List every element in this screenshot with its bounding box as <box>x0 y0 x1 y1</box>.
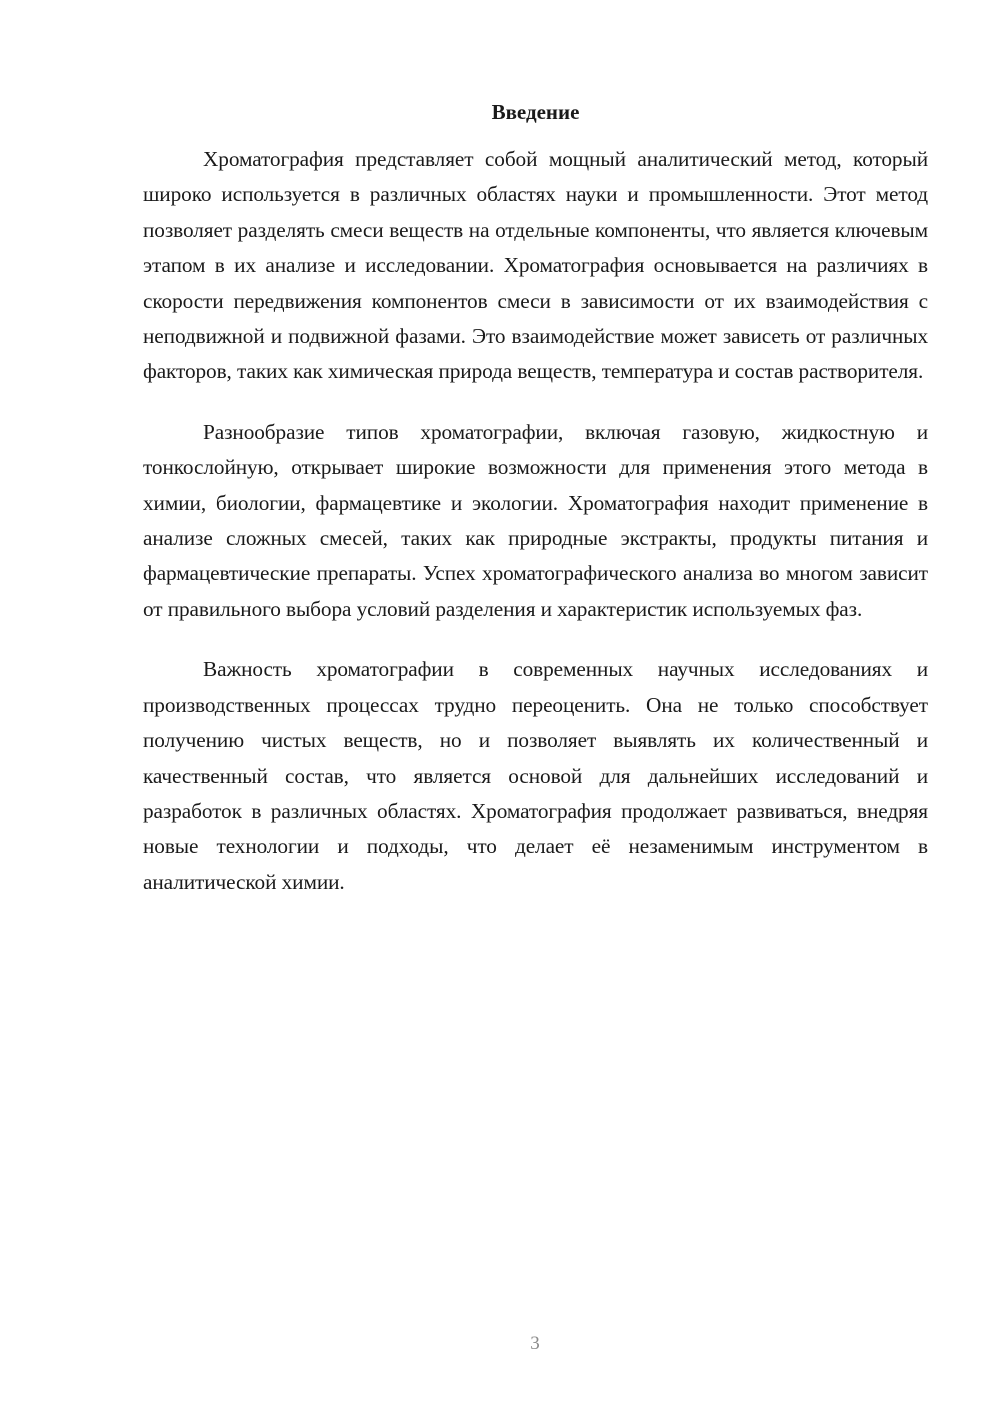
page-number: 3 <box>530 1333 540 1354</box>
paragraph-2: Разнообразие типов хроматографии, включая газовую, жидкостную и тонкослойную, открывает широкие возможности для применения этого метода в химии, биологии, фармацевтике и экологии. Хроматография находит применение в анализе сложных смесей, таких как природные экстракты, продукты питания и фармацевтические препараты. Успех хроматографического анализа во многом зависит от правильного выбора условий разделения и характеристик используемых фаз. <box>143 419 928 621</box>
paragraph-1: Хроматография представляет собой мощный аналитический метод, который широко используется в различных областях науки и промышленности. Этот метод позволяет разделять смеси веществ на отдельные компоненты, что является ключевым этапом в их анализе и исследовании. Хроматография основывается на различиях в скорости передвижения компонентов смеси в зависимости от их взаимодействия с неподвижной и подвижной фазами. Это взаимодействие может зависеть от различных факторов, таких как химическая природа веществ, температура и состав растворителя. <box>143 147 928 384</box>
section-heading: Введение <box>491 100 580 124</box>
body-text <box>143 142 928 900</box>
paragraph-3: Важность хроматографии в современных научных исследованиях и производственных процессах трудно переоценить. Она не только способствует получению чистых веществ, но и позволяет выявлять их количественный и качественный состав, что является основой для дальнейших исследований и разработок в различных областях. Хроматография продолжает развиваться, внедряя новые технологии и подходы, что делает её незаменимым инструментом в аналитической химии. <box>143 657 928 894</box>
